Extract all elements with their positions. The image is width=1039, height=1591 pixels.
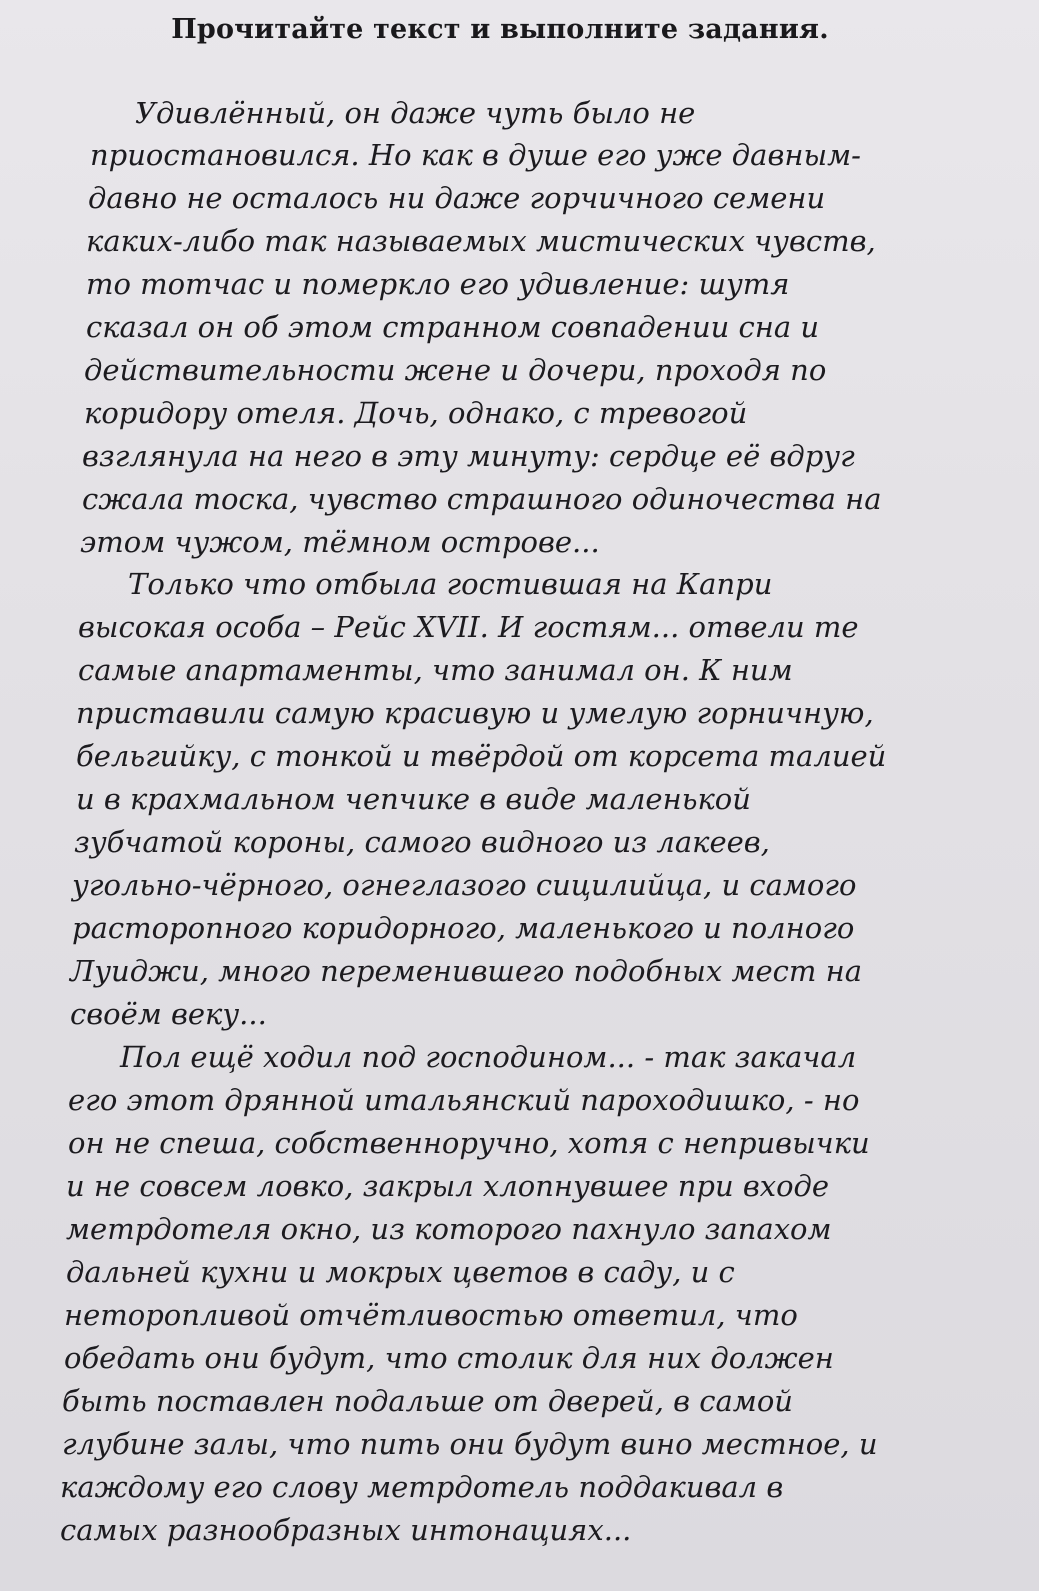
text-line: он не спеша, собственноручно, хотя с непривычки: [68, 1126, 870, 1160]
text-line: своём веку...: [70, 997, 267, 1031]
text-line: обедать они будут, что столик для них должен: [64, 1341, 834, 1375]
text-line: Пол ещё ходил под господином... - так закачал: [120, 1040, 857, 1074]
text-line: взглянула на него в эту минуту: сердце её вдруг: [82, 439, 855, 473]
text-line: метрдотеля окно, из которого пахнуло запахом: [66, 1212, 832, 1246]
text-line: глубине залы, что пить они будут вино местное, и: [62, 1427, 878, 1461]
text-line: давно не осталось ни даже горчичного семени: [88, 181, 826, 215]
text-line: Только что отбыла гостившая на Капри: [128, 567, 773, 601]
text-line: самые апартаменты, что занимал он. К ним: [78, 653, 793, 687]
text-line: и в крахмальном чепчике в виде маленькой: [76, 782, 751, 816]
text-line: каких-либо так называемых мистических чувств,: [86, 224, 876, 258]
text-line: Удивлённый, он даже чуть было не: [135, 96, 696, 130]
text-line: дальней кухни и мокрых цветов в саду, и с: [66, 1255, 735, 1289]
text-line: приставили самую красивую и умелую горничную,: [76, 696, 874, 730]
text-line: каждому его слову метрдотель поддакивал в: [60, 1470, 784, 1504]
text-line: сжала тоска, чувство страшного одиночества на: [82, 482, 882, 516]
text-line: самых разнообразных интонациях...: [60, 1513, 632, 1547]
text-line: быть поставлен подальше от дверей, в самой: [62, 1384, 793, 1418]
text-line: его этот дрянной итальянский пароходишко, - но: [68, 1083, 860, 1117]
text-line: зубчатой короны, самого видного из лакеев,: [74, 825, 770, 859]
text-line: расторопного коридорного, маленького и полного: [72, 911, 855, 945]
text-line: бельгийку, с тонкой и твёрдой от корсета талией: [76, 739, 887, 773]
page-title: Прочитайте текст и выполните задания.: [171, 14, 829, 45]
text-line: сказал он об этом странном совпадении сна и: [86, 310, 820, 344]
text-line: то тотчас и померкло его удивление: шутя: [86, 267, 790, 301]
text-line: высокая особа – Рейс XVII. И гостям... отвели те: [78, 610, 859, 644]
text-line: угольно-чёрного, огнеглазого сицилийца, и самого: [72, 868, 857, 902]
text-line: Луиджи, много переменившего подобных мест на: [70, 954, 863, 988]
text-line: неторопливой отчётливостью ответил, что: [64, 1298, 798, 1332]
text-line: приостановился. Но как в душе его уже давным-: [90, 138, 861, 172]
text-line: коридору отеля. Дочь, однако, с тревогой: [84, 396, 748, 430]
text-line: действительности жене и дочери, проходя по: [84, 353, 827, 387]
text-line: и не совсем ловко, закрыл хлопнувшее при входе: [66, 1169, 830, 1203]
text-line: этом чужом, тёмном острове...: [80, 525, 600, 559]
